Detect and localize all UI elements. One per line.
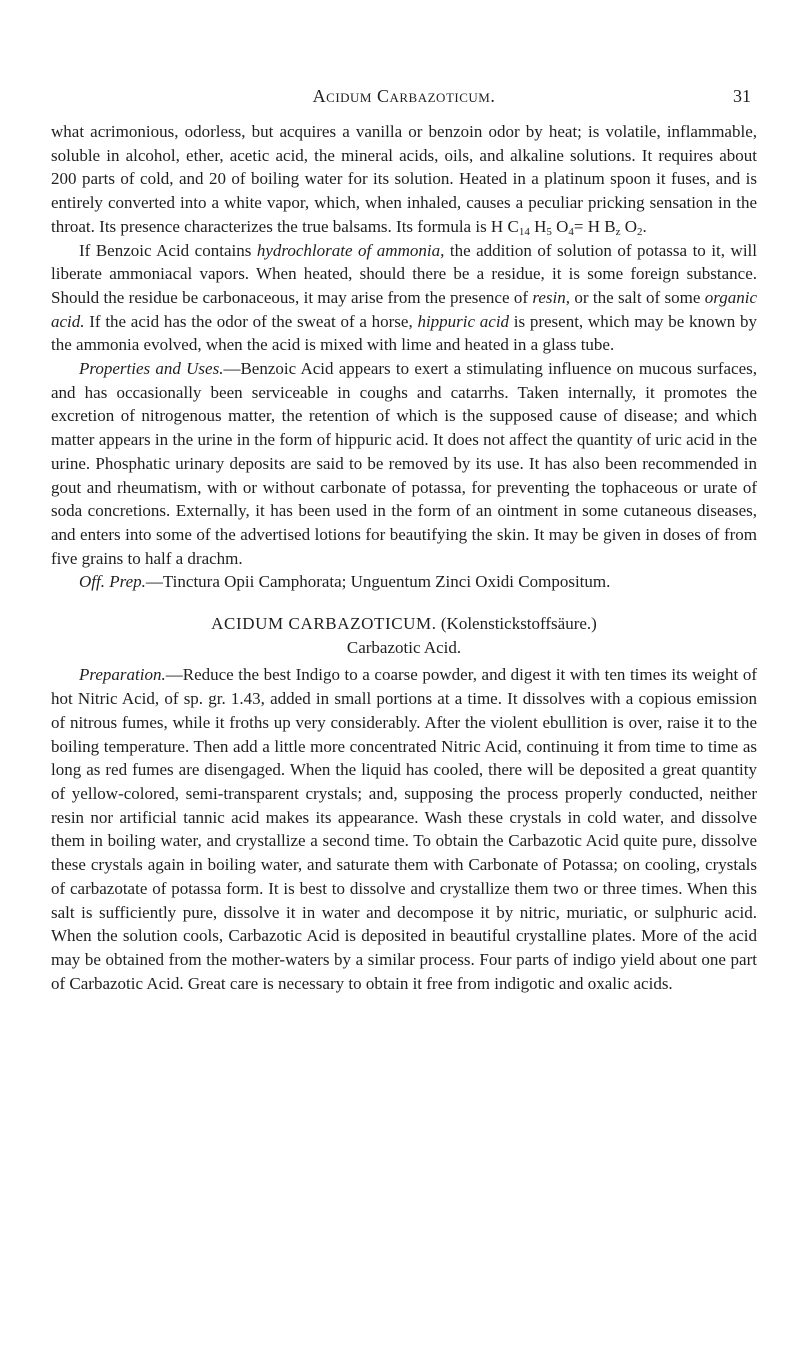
text-run: O — [551, 216, 569, 236]
paragraph-benzoic-impurities — [51, 239, 757, 358]
text-run: —Tinctura Opii Camphorata; Unguentum Zinci Oxidi Compositum. — [145, 572, 611, 592]
italic-term: hydrochlorate of ammonia, — [256, 240, 445, 260]
text-run: the addition of solution of potassa to it, will liberate ammoniacal vapors. When heated, should there be a residue, it is some foreign substance. Should the residue be carbonaceous, it may arise from the presence of — [51, 240, 757, 307]
text-run: —Reduce the best Indigo to a coarse powder, and digest it with ten times its weight of hot Nitric Acid, of sp. gr. 1.43, added in small portions at a time. It dissolves with a copious emission of nitrous fumes, while it froths up very considerably. After the violent ebullition is over, raise it to the boiling temperature. Then add a little more concentrated Nitric Acid, continuing it from time to time as long as red fumes are disengaged. When the liquid has cooled, there will be deposited a great quantity of yellow-colored, semi-transparent crystals; and, supposing the process properly conducted, neither resin nor artificial tannic acid makes its appearance. Wash these crystals in cold water, and dissolve them in boiling water, and crystallize a second time. To obtain the Carbazotic Acid quite pure, dissolve these crystals again in boiling water, and saturate them with Carbonate of Potassa; on cooling, crystals of carbazotate of potassa form. It is best to dissolve and crystallize them two or three times. When this salt is sufficiently pure, dissolve it in water and decompose it by nitric, muriatic, or sulphuric acid. When the solution cools, Carbazotic Acid is deposited in beautiful crystalline plates. More of the acid may be obtained from the mother-waters by a similar process. Four parts of indigo yield about one part of Carbazotic Acid. Great care is necessary to obtain it free from indigotic and oxalic acids. — [51, 665, 757, 993]
italic-term: Properties and Uses. — [79, 359, 224, 379]
section-heading — [51, 612, 757, 636]
text-run: is present, which may be known by the ammonia evolved, when the acid is mixed with lime and heated in a glass tube. — [51, 311, 757, 355]
formula-subscript: 5 — [546, 225, 552, 238]
italic-term: resin, — [532, 287, 570, 307]
running-title: Acidum Carbazoticum. — [312, 86, 496, 106]
text-run: what acrimonious, odorless, but acquires a vanilla or benzoin odor by heat; is volatile, inflammable, soluble in alcohol, ether, acetic acid, the mineral acids, oils, and alkaline solutions. It requires about 200 parts of cold, and 20 of boiling water for its solution. Heated in a platinum spoon it fuses, and is entirely converted into a white vapor, which, when inhaled, causes a peculiar pricking sensation in the throat. Its presence characterizes the true balsams. Its formula is H C — [51, 122, 757, 236]
page-body — [51, 120, 757, 995]
paragraph-properties-uses — [51, 357, 757, 570]
text-run: = H B — [573, 216, 616, 236]
paragraph-benzoic-properties — [51, 120, 757, 239]
italic-term: organic acid. — [51, 287, 757, 331]
text-run: —Benzoic Acid appears to exert a stimulating influence on mucous surfaces, and has occasionally been serviceable in coughs and catarrhs. Taken internally, it promotes the excretion of nitrogenous matter, the retention of which is the supposed cause of disease; and which matter appears in the urine in the form of hippuric acid. It does not affect the quantity of uric acid in the urine. Phosphatic urinary deposits are said to be removed by its use. It has also been recommended in gout and rheumatism, with or without carbonate of potassa, for preventing the tophaceous or urate of soda concretions. Externally, it has been used in the form of an ointment in some cutaneous diseases, and enters into some of the advertised lotions for beautifying the skin. It may be given in doses of from five grains to half a drachm. — [51, 359, 757, 568]
text-run: O — [620, 216, 637, 236]
paragraph-preparation — [51, 663, 757, 995]
italic-term: Preparation. — [79, 665, 166, 685]
paragraph-official-preparations — [51, 570, 757, 594]
section-subheading: Carbazotic Acid. — [346, 637, 462, 657]
formula-subscript: 4 — [568, 225, 574, 238]
section-heading-title: ACIDUM CARBAZOTICUM. — [211, 614, 437, 634]
section-heading-german: (Kolenstickstoffsäure.) — [440, 614, 597, 634]
text-run: . — [642, 216, 647, 236]
formula-subscript: 2 — [637, 225, 643, 238]
text-run: If Benzoic Acid contains — [79, 240, 257, 260]
formula-subscript: z — [615, 225, 621, 238]
text-run: or the salt of some — [570, 287, 705, 307]
formula-subscript: 14 — [518, 225, 530, 238]
text-run: If the acid has the odor of the sweat of a horse, — [84, 311, 418, 331]
text-run: H — [529, 216, 547, 236]
italic-term: hippuric acid — [417, 311, 510, 331]
running-head — [51, 86, 757, 108]
page-number: 31 — [733, 86, 751, 106]
italic-term: Off. Prep. — [79, 572, 146, 592]
